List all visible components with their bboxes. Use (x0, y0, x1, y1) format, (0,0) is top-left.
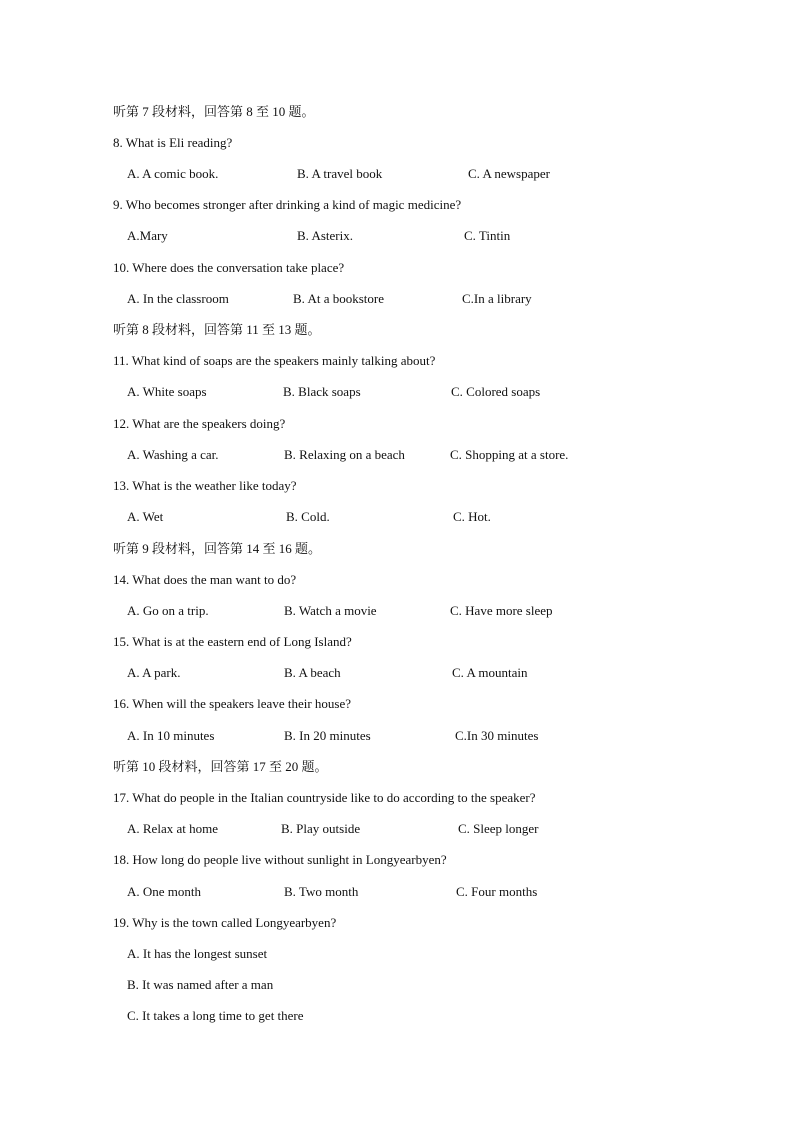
option-b: B. Relaxing on a beach (284, 447, 405, 462)
option-b: B. Play outside (281, 821, 361, 836)
question-text: 12. What are the speakers doing? (113, 416, 286, 431)
option-c: C.In 30 minutes (455, 728, 539, 743)
option-a: A. It has the longest sunset (127, 946, 268, 961)
section-8-heading: 听第 8 段材料，回答第 11 至 13 题。 (113, 322, 321, 337)
section-10-heading: 听第 10 段材料，回答第 17 至 20 题。 (113, 759, 328, 774)
option-c: C. Colored soaps (451, 384, 541, 399)
option-b: B. Black soaps (283, 384, 361, 399)
question-9 (0, 194, 794, 216)
question-text: 14. What does the man want to do? (113, 572, 297, 587)
question-text: 15. What is at the eastern end of Long Island? (113, 634, 352, 649)
question-19-option-c-row (0, 1005, 794, 1027)
section-heading (0, 101, 794, 123)
question-13 (0, 475, 794, 497)
option-a: A. In the classroom (127, 291, 229, 306)
question-18 (0, 849, 794, 871)
section-7-heading: 听第 7 段材料，回答第 8 至 10 题。 (113, 104, 315, 119)
option-b: B. A travel book (297, 166, 383, 181)
question-text: 13. What is the weather like today? (113, 478, 297, 493)
option-a: A. Relax at home (127, 821, 218, 836)
question-8 (0, 132, 794, 154)
question-11 (0, 350, 794, 372)
section-heading (0, 756, 794, 778)
option-a: A. In 10 minutes (127, 728, 215, 743)
question-12-options (0, 444, 794, 466)
option-c: C. Shopping at a store. (450, 447, 569, 462)
option-a: A. A comic book. (127, 166, 219, 181)
question-16-options (0, 725, 794, 747)
option-c: C. Hot. (453, 509, 491, 524)
question-text: 16. When will the speakers leave their house? (113, 696, 352, 711)
question-10-options (0, 288, 794, 310)
question-text: 19. Why is the town called Longyearbyen? (113, 915, 337, 930)
question-text: 10. Where does the conversation take place? (113, 260, 345, 275)
question-15-options (0, 662, 794, 684)
question-14 (0, 569, 794, 591)
question-11-options (0, 381, 794, 403)
option-c: C. A newspaper (468, 166, 550, 181)
section-heading (0, 319, 794, 341)
option-b: B. Asterix. (297, 228, 353, 243)
option-b: B. Two month (284, 884, 359, 899)
option-c: C. Sleep longer (458, 821, 539, 836)
question-text: 17. What do people in the Italian countryside like to do according to the speaker? (113, 790, 536, 805)
option-a: A.Mary (127, 228, 168, 243)
option-c: C. Four months (456, 884, 538, 899)
option-a: A. A park. (127, 665, 181, 680)
question-text: 11. What kind of soaps are the speakers mainly talking about? (113, 353, 436, 368)
question-18-options (0, 881, 794, 903)
section-9-heading: 听第 9 段材料，回答第 14 至 16 题。 (113, 541, 322, 556)
question-19-option-a-row (0, 943, 794, 965)
question-10 (0, 257, 794, 279)
option-b: B. At a bookstore (293, 291, 384, 306)
option-a: A. Go on a trip. (127, 603, 209, 618)
question-16 (0, 693, 794, 715)
question-8-options (0, 163, 794, 185)
question-13-options (0, 506, 794, 528)
option-b: B. A beach (284, 665, 341, 680)
option-a: A. White soaps (127, 384, 207, 399)
option-a: A. Wet (127, 509, 164, 524)
question-text: 18. How long do people live without sunlight in Longyearbyen? (113, 852, 447, 867)
question-17 (0, 787, 794, 809)
question-12 (0, 413, 794, 435)
question-15 (0, 631, 794, 653)
question-9-options (0, 225, 794, 247)
question-14-options (0, 600, 794, 622)
option-b: B. Watch a movie (284, 603, 377, 618)
option-b: B. Cold. (286, 509, 330, 524)
option-b: B. It was named after a man (127, 977, 274, 992)
option-c: C.In a library (462, 291, 532, 306)
option-c: C. A mountain (452, 665, 528, 680)
question-17-options (0, 818, 794, 840)
option-c: C. Tintin (464, 228, 511, 243)
section-heading (0, 538, 794, 560)
option-c: C. It takes a long time to get there (127, 1008, 304, 1023)
question-19-option-b-row (0, 974, 794, 996)
question-text: 8. What is Eli reading? (113, 135, 233, 150)
question-19 (0, 912, 794, 934)
option-c: C. Have more sleep (450, 603, 553, 618)
option-b: B. In 20 minutes (284, 728, 371, 743)
option-a: A. One month (127, 884, 202, 899)
option-a: A. Washing a car. (127, 447, 219, 462)
question-text: 9. Who becomes stronger after drinking a kind of magic medicine? (113, 197, 462, 212)
